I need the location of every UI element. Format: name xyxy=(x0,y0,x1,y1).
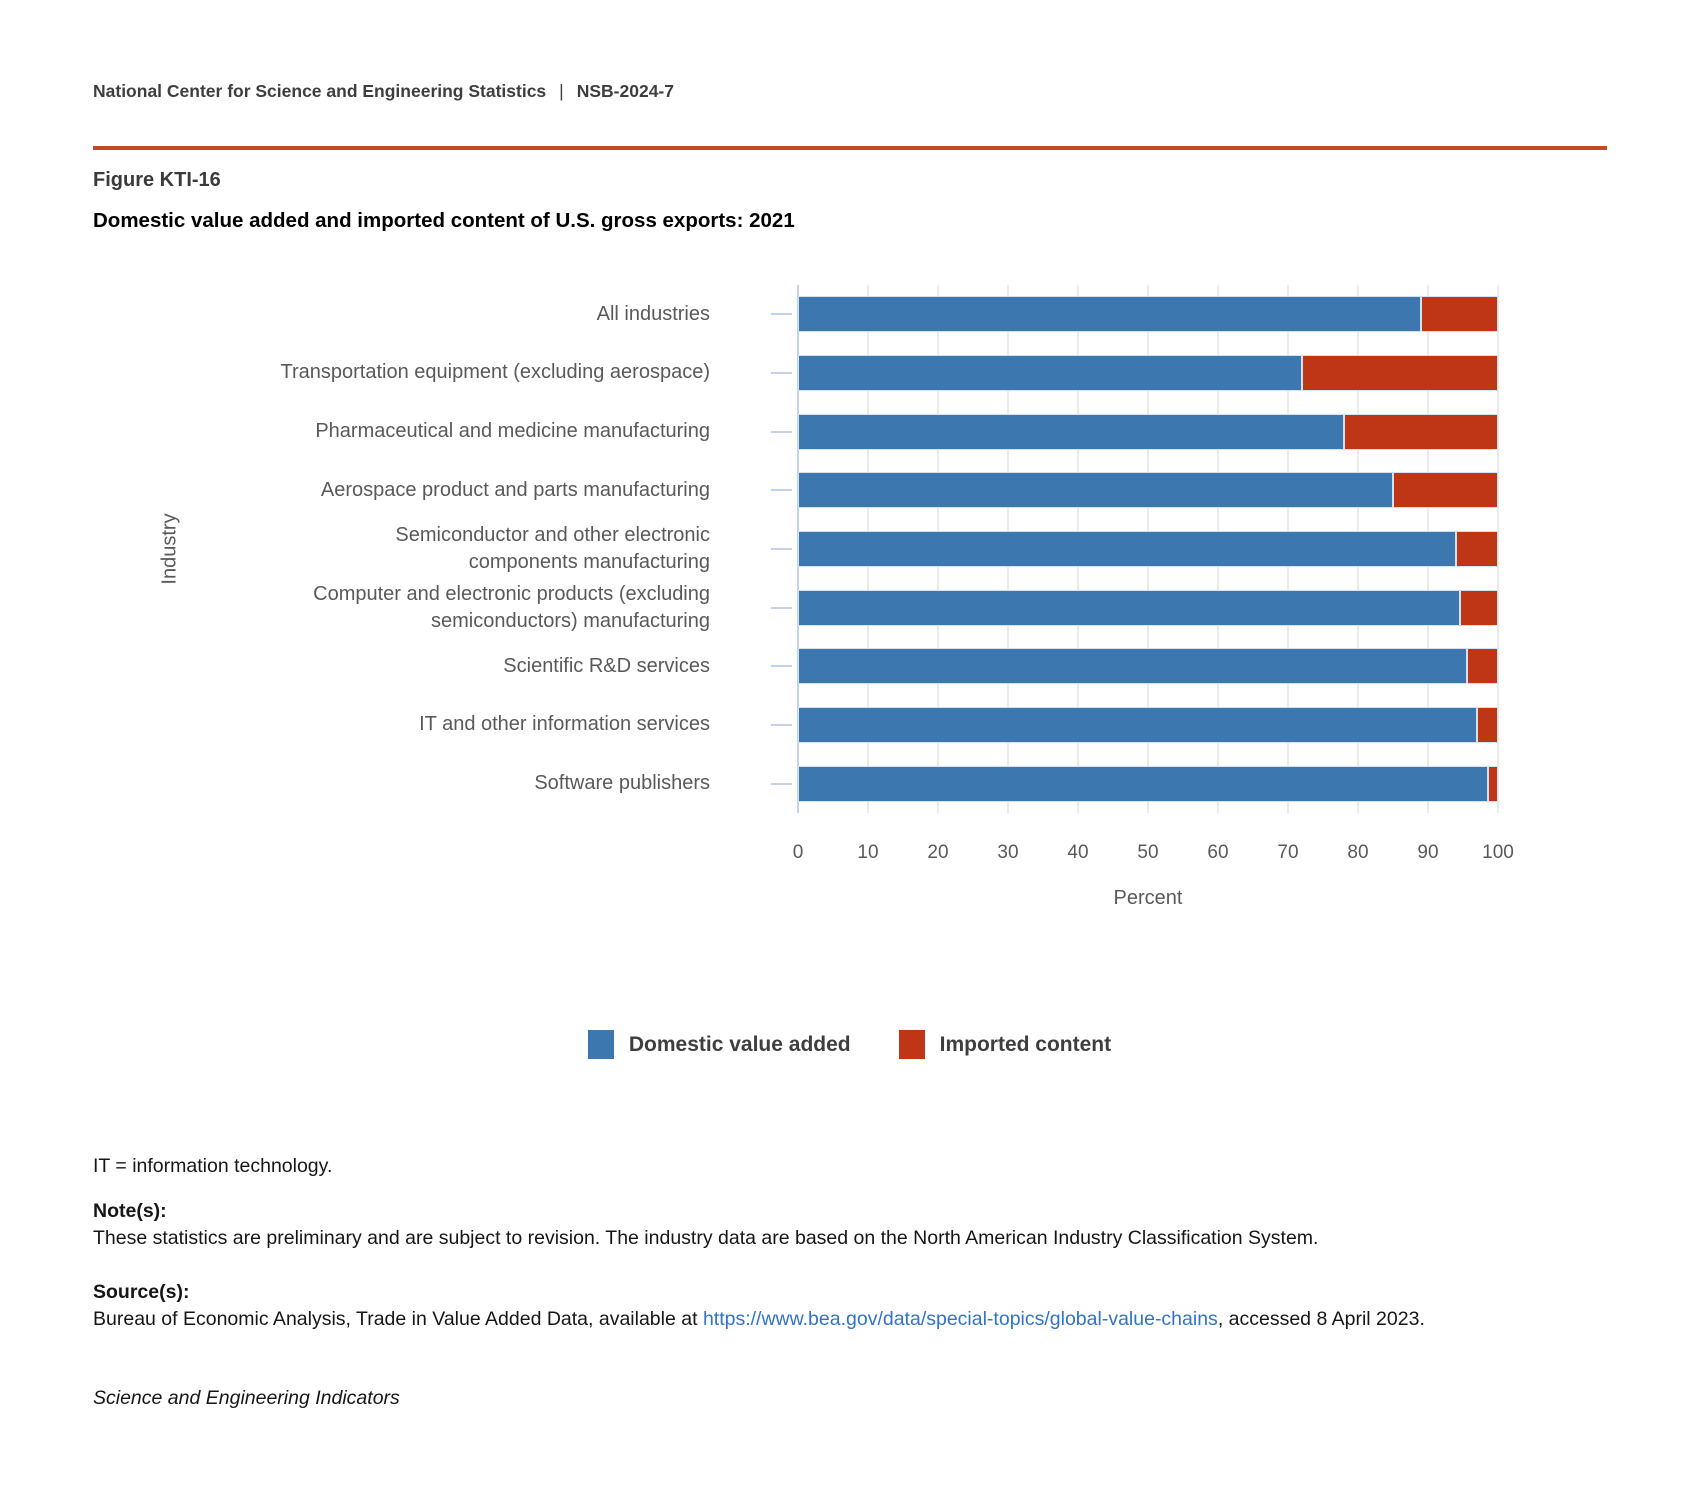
x-axis-tick-label: 80 xyxy=(1347,842,1369,863)
bar-row xyxy=(798,355,1498,391)
abbreviation-note: IT = information technology. xyxy=(93,1155,333,1177)
legend-item-domestic xyxy=(588,1030,851,1059)
bar-segment-domestic-value-added[interactable] xyxy=(798,648,1467,684)
header-separator: | xyxy=(559,81,564,101)
bar-row xyxy=(798,707,1498,743)
x-axis-tick-label: 100 xyxy=(1482,842,1514,863)
figure-title: Domestic value added and imported content of U.S. gross exports: 2021 xyxy=(93,209,795,232)
source-text xyxy=(93,1306,1433,1333)
category-tick xyxy=(771,665,792,667)
source-suffix: , accessed 8 April 2023. xyxy=(1217,1308,1425,1330)
category-label: Aerospace product and parts manufacturing xyxy=(320,478,710,501)
category-label: Computer and electronic products (excluding semiconductors) manufacturing xyxy=(313,582,710,632)
bar-segment-domestic-value-added[interactable] xyxy=(798,296,1421,332)
bar-row xyxy=(798,296,1498,332)
x-axis-tick-label: 90 xyxy=(1417,842,1439,863)
bar-row xyxy=(798,531,1498,567)
category-label: Semiconductor and other electronic components manufacturing xyxy=(395,523,710,573)
category-label: Transportation equipment (excluding aerospace) xyxy=(280,361,710,384)
x-axis-tick-label: 40 xyxy=(1067,842,1089,863)
x-axis-tick-label: 10 xyxy=(857,842,879,863)
category-tick xyxy=(771,724,792,726)
category-tick xyxy=(771,607,792,609)
x-axis-tick-label: 70 xyxy=(1277,842,1299,863)
bar-row xyxy=(798,472,1498,508)
category-tick xyxy=(771,372,792,374)
report-id: NSB-2024-7 xyxy=(576,81,674,101)
legend-label-domestic: Domestic value added xyxy=(628,1032,851,1056)
document-header xyxy=(93,81,674,102)
x-axis-tick-label: 50 xyxy=(1137,842,1159,863)
bar-row xyxy=(798,590,1498,626)
accent-divider xyxy=(93,146,1607,150)
category-label: Software publishers xyxy=(534,772,710,795)
x-axis-title: Percent xyxy=(1113,887,1183,909)
category-tick xyxy=(771,548,792,550)
category-label: IT and other information services xyxy=(419,713,710,736)
bar-row xyxy=(798,414,1498,450)
legend-swatch-imported-icon xyxy=(899,1030,925,1059)
bar-segment-imported-content[interactable] xyxy=(1456,531,1498,567)
category-label: Pharmaceutical and medicine manufacturing xyxy=(315,420,710,443)
bar-segment-domestic-value-added[interactable] xyxy=(798,766,1488,802)
bar-segment-imported-content[interactable] xyxy=(1393,472,1498,508)
bar-segment-domestic-value-added[interactable] xyxy=(798,590,1460,626)
org-name: National Center for Science and Engineering Statistics xyxy=(93,81,547,101)
source-link[interactable]: https://www.bea.gov/data/special-topics/global-value-chains xyxy=(702,1308,1218,1330)
x-axis-tick-label: 20 xyxy=(927,842,949,863)
bar-segment-domestic-value-added[interactable] xyxy=(798,414,1344,450)
bar-segment-imported-content[interactable] xyxy=(1421,296,1498,332)
bar-row xyxy=(798,766,1498,802)
bar-segment-domestic-value-added[interactable] xyxy=(798,355,1302,391)
category-tick xyxy=(771,783,792,785)
bar-segment-imported-content[interactable] xyxy=(1302,355,1498,391)
legend-swatch-domestic-icon xyxy=(588,1030,614,1059)
notes-text: These statistics are preliminary and are subject to revision. The industry data are based on the North American Industry Classification System. xyxy=(93,1227,1319,1249)
x-axis-tick-label: 0 xyxy=(792,842,804,863)
category-tick xyxy=(771,489,792,491)
bar-segment-domestic-value-added[interactable] xyxy=(798,531,1456,567)
legend-label-imported: Imported content xyxy=(939,1032,1112,1056)
bar-segment-imported-content[interactable] xyxy=(1477,707,1498,743)
bar-segment-imported-content[interactable] xyxy=(1488,766,1499,802)
chart-legend xyxy=(0,1030,1699,1059)
x-axis-tick-label: 60 xyxy=(1207,842,1229,863)
bar-segment-domestic-value-added[interactable] xyxy=(798,472,1393,508)
bar-segment-imported-content[interactable] xyxy=(1460,590,1499,626)
bar-segment-domestic-value-added[interactable] xyxy=(798,707,1477,743)
bar-segment-imported-content[interactable] xyxy=(1344,414,1498,450)
attribution: Science and Engineering Indicators xyxy=(93,1387,400,1409)
bar-row xyxy=(798,648,1498,684)
plot-area xyxy=(798,285,1498,813)
legend-item-imported xyxy=(899,1030,1112,1059)
bar-segment-imported-content[interactable] xyxy=(1467,648,1499,684)
notes-label: Note(s): xyxy=(93,1200,167,1222)
sources-label: Source(s): xyxy=(93,1281,190,1303)
figure-number: Figure KTI-16 xyxy=(93,169,221,191)
source-prefix: Bureau of Economic Analysis, Trade in Value Added Data, available at xyxy=(93,1308,703,1330)
category-label: All industries xyxy=(596,302,710,325)
x-axis-tick-label: 30 xyxy=(997,842,1019,863)
category-tick xyxy=(771,313,792,315)
y-axis-title: Industry xyxy=(158,513,181,585)
category-label: Scientific R&D services xyxy=(503,654,710,677)
category-tick xyxy=(771,431,792,433)
